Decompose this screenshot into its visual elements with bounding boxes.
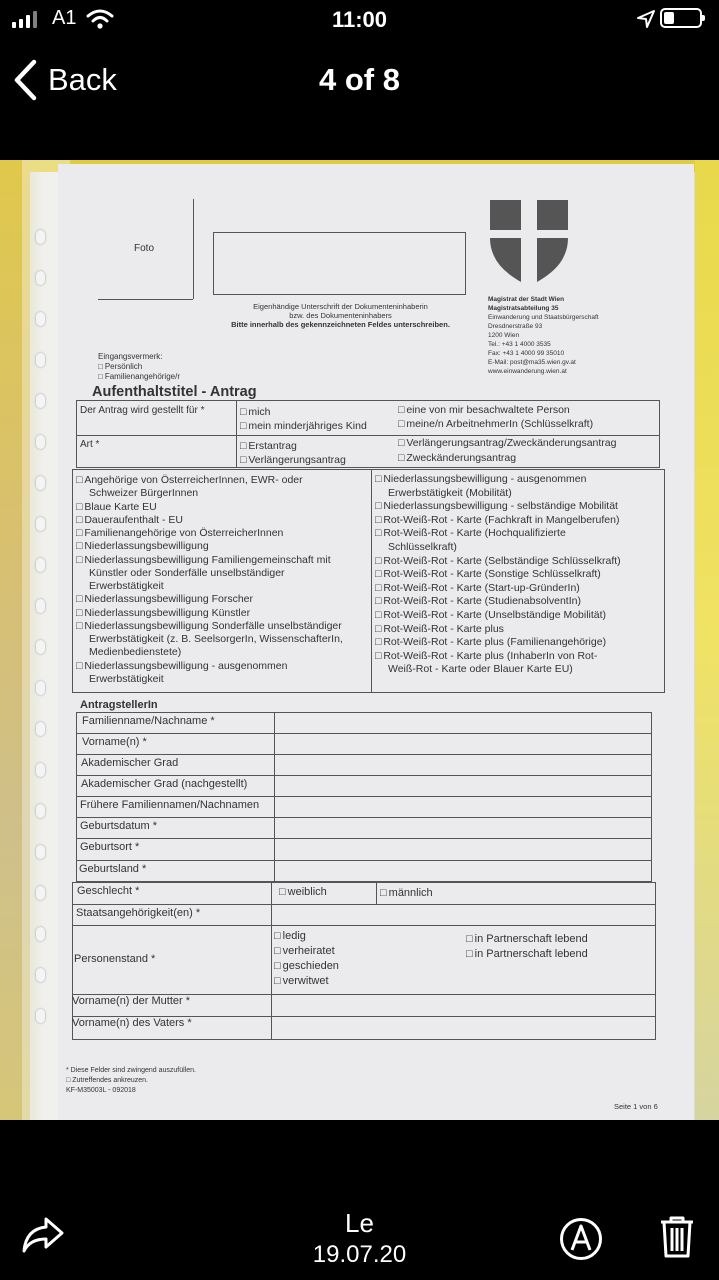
battery-icon bbox=[660, 8, 702, 28]
page-counter: 4 of 8 bbox=[319, 62, 400, 97]
field-staatsangehoerigkeit: Staatsangehörigkeit(en) * bbox=[76, 907, 201, 919]
vienna-coat-of-arms-icon bbox=[490, 200, 568, 284]
zweck-right-list: □ Niederlassungsbewilligung - ausgenommen Erwerbstätigkeit (Mobilität) □ Niederlassungsbewilligung - selbständige Mobilität □ Rot-Weiß-Rot - Karte (Fachkraft in Mangelberufen) □ Rot-Weiß-Rot - Karte (Hochqualifizierte Schlüsselkraft) □ Rot-Weiß-Rot - Karte (Selbständige Schlüsselkraft) □ Rot-Weiß-Rot - Karte (Sonstige Schlüsselkraft) □ Rot-Weiß-Rot - Karte (Start-up-GründerIn) □ Rot-Weiß-Rot - Karte (StudienabsolventIn) □ Rot-Weiß-Rot - Karte (Unselbständige Mobilität) □ Rot-Weiß-Rot - Karte plus □ Rot-Weiß-Rot - Karte plus (Familienangehörige) □ Rot-Weiß-Rot - Karte plus (InhaberIn von Rot- Weiß-Rot - Karte oder Blauer Karte EU) bbox=[375, 473, 621, 677]
caption-date: 19.07.20 bbox=[312, 1241, 407, 1268]
person-table-top bbox=[76, 712, 652, 882]
field-vorname-mutter: Vorname(n) der Mutter * bbox=[72, 995, 190, 1007]
trash-icon[interactable] bbox=[659, 1215, 695, 1259]
option-mich[interactable]: □ mich bbox=[240, 406, 271, 418]
field-akad-grad: Akademischer Grad bbox=[81, 757, 179, 769]
option-kind[interactable]: □ mein minderjähriges Kind bbox=[240, 420, 367, 432]
foto-label: Foto bbox=[134, 243, 155, 254]
document-photo[interactable] bbox=[0, 160, 719, 1120]
punch-holes bbox=[36, 230, 45, 1050]
location-arrow-icon bbox=[636, 9, 656, 29]
personenstand-options: □ ledig □ verheiratet □ geschieden □ verwitwet bbox=[274, 929, 339, 989]
option-verl-zweck[interactable]: □ Verlängerungsantrag/Zweckänderungsantrag bbox=[398, 437, 616, 449]
bottom-toolbar bbox=[0, 1120, 719, 1280]
field-geschlecht: Geschlecht * bbox=[77, 885, 140, 897]
back-label: Back bbox=[48, 62, 117, 97]
field-personenstand: Personenstand * bbox=[74, 953, 156, 965]
art-label: Art * bbox=[80, 439, 100, 450]
authority-address: Magistrat der Stadt Wien Magistratsabteilung 35 Einwanderung und Staatsbürgerschaft Dresdnerstraße 93 1200 Wien Tel.: +43 1 4000 3535 Fax: +43 1 4000 99 35010 E-Mail: post@ma35.wien.gv.at www.einwanderung.wien.at bbox=[488, 296, 599, 375]
option-arbeitnehmer[interactable]: □ meine/n ArbeitnehmerIn (Schlüsselkraft) bbox=[398, 418, 593, 430]
field-geburtsland: Geburtsland * bbox=[79, 863, 147, 875]
field-geburtsdatum: Geburtsdatum * bbox=[80, 820, 158, 832]
gestellt-label: Der Antrag wird gestellt für * bbox=[80, 405, 205, 416]
field-vorname-vater: Vorname(n) des Vaters * bbox=[72, 1017, 192, 1029]
signature-field bbox=[213, 232, 466, 295]
nav-bar bbox=[0, 50, 719, 110]
markup-icon[interactable] bbox=[559, 1217, 603, 1261]
option-erstantrag[interactable]: □ Erstantrag bbox=[240, 440, 297, 452]
option-zweckaenderung[interactable]: □ Zweckänderungsantrag bbox=[398, 452, 516, 464]
antragsteller-heading: AntragstellerIn bbox=[80, 699, 158, 711]
eingangsvermerk: Eingangsvermerk: □ Persönlich □ Familienangehörige/r bbox=[98, 352, 180, 382]
signature-caption: Eigenhändige Unterschrift der Dokumenteninhaberin bzw. des Dokumenteninhabers Bitte innerhalb des gekennzeichneten Feldes unterschreiben. bbox=[231, 302, 450, 329]
zweck-left-list: □ Angehörige von ÖsterreicherInnen, EWR- oder Schweizer BürgerInnen □ Blaue Karte EU □ Daueraufenthalt - EU □ Familienangehörige von ÖsterreicherInnen □ Niederlassungsbewilligung □ Niederlassungsbewilligung Familiengemeinschaft mit Künstler oder Sonderfälle unselbständiger Erwerbstätigkeit □ Niederlassungsbewilligung Forscher □ Niederlassungsbewilligung Künstler □ Niederlassungsbewilligung Sonderfälle unselbständiger Erwerbstätigkeit (z. B. SeelsorgerIn, WissenschafterIn, Medienbedienstete) □ Niederlassungsbewilligung - ausgenommen Erwerbstätigkeit bbox=[76, 474, 343, 686]
field-familienname: Familienname/Nachname * bbox=[82, 715, 215, 727]
field-vorname: Vorname(n) * bbox=[82, 736, 147, 748]
option-verlaengerung[interactable]: □ Verlängerungsantrag bbox=[240, 454, 346, 466]
caption-title: Le bbox=[345, 1208, 374, 1238]
option-maennlich[interactable]: □ männlich bbox=[380, 887, 433, 899]
form-title: Aufenthaltstitel - Antrag bbox=[92, 384, 257, 400]
clock: 11:00 bbox=[331, 7, 388, 32]
status-bar bbox=[0, 0, 719, 40]
form-footer: * Diese Felder sind zwingend auszufüllen. □ Zutreffendes ankreuzen. KF-M35003L - 092018 bbox=[66, 1066, 196, 1096]
field-fruehere-namen: Frühere Familiennamen/Nachnamen bbox=[80, 799, 260, 811]
page-number: Seite 1 von 6 bbox=[614, 1102, 658, 1111]
personenstand-partnerschaft: □ in Partnerschaft lebend □ in Partnerschaft lebend bbox=[466, 932, 588, 962]
field-geburtsort: Geburtsort * bbox=[80, 841, 140, 853]
option-besachwaltet[interactable]: □ eine von mir besachwaltete Person bbox=[398, 404, 570, 416]
form-page bbox=[58, 164, 694, 1120]
carrier-name: A1 bbox=[52, 7, 77, 29]
field-akad-grad-nach: Akademischer Grad (nachgestellt) bbox=[81, 778, 248, 790]
option-weiblich[interactable]: □ weiblich bbox=[279, 886, 327, 898]
